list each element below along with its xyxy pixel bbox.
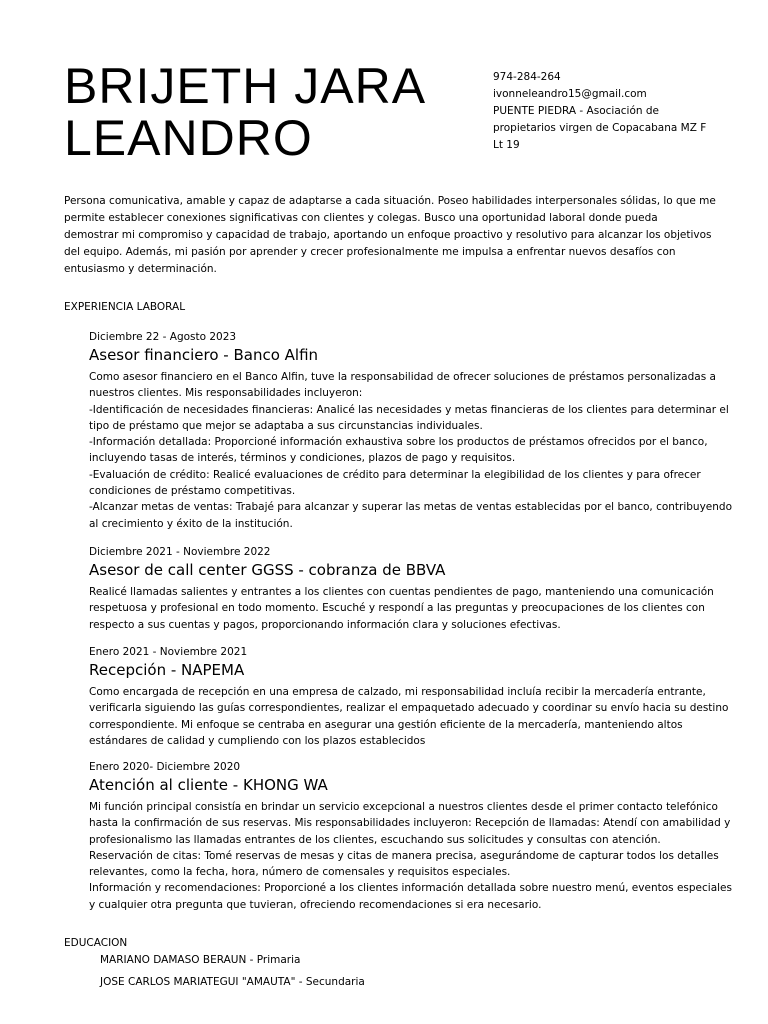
summary-line: del equipo. Además, mi pasión por aprender y crecer profesionalmente me impulsa a enfrentar nuevos desafíos con (64, 246, 676, 258)
job-description-line: -Identificación de necesidades financieras: Analicé las necesidades y metas financieras de los clientes para determinar el (89, 403, 729, 416)
job-description-line: respetuosa y profesional en todo momento. Escuché y respondí a las preguntas y preocupaciones de los clientes con (89, 602, 705, 615)
job-title: Asesor de call center GGSS - cobranza de BBVA (89, 561, 446, 579)
job-title: Atención al cliente - KHONG WA (89, 776, 328, 794)
job-description-line: -Evaluación de crédito: Realicé evaluaciones de crédito para determinar la elegibilidad de los clientes y para ofrecer (89, 468, 701, 481)
job-dates: Enero 2021 - Noviembre 2021 (89, 646, 248, 658)
job-description (89, 799, 732, 913)
name-line-2: LEANDRO (64, 110, 313, 166)
job-description-line: correspondiente. Mi enfoque se centraba en asegurar una gestión eficiente de la mercadería, manteniendo altos (89, 718, 683, 731)
job-description-line: hasta la confirmación de sus reservas. Mis responsabilidades incluyeron: Recepción de llamadas: Atendí con amabilidad y (89, 817, 731, 830)
candidate-name (64, 60, 426, 164)
job-description-line: tipo de préstamo que mejor se adaptaba a sus circunstancias individuales. (89, 419, 483, 432)
phone-number: 974-284-264 (493, 71, 561, 83)
job-description-line: condiciones de préstamo competitivas. (89, 485, 296, 498)
address-line: propietarios virgen de Copacabana MZ F (493, 122, 707, 134)
education-item: JOSE CARLOS MARIATEGUI "AMAUTA" - Secundaria (100, 976, 365, 988)
job-entry (89, 545, 714, 633)
job-dates: Diciembre 2021 - Noviembre 2022 (89, 546, 271, 558)
job-entry (89, 645, 729, 749)
job-description-line: Como encargada de recepción en una empresa de calzado, mi responsabilidad incluía recibir la mercadería entrante, (89, 686, 706, 698)
job-entry (89, 760, 732, 913)
job-description-line: Mi función principal consistía en brindar un servicio excepcional a nuestros clientes desde el primer contacto telefónico (89, 801, 718, 813)
job-description-line: Información y recomendaciones: Proporcioné a los clientes información detallada sobre nuestro menú, eventos especiales (89, 882, 732, 895)
job-description-line: estándares de calidad y cumpliendo con los plazos establecidos (89, 734, 426, 747)
job-description-line: profesionalismo las llamadas entrantes de los clientes, escuchando sus solicitudes y consultas con atención. (89, 833, 661, 846)
job-description (89, 369, 733, 532)
contact-info (493, 69, 713, 154)
job-description-line: relevantes, como la fecha, hora, número de comensales y requisitos especiales. (89, 866, 511, 879)
job-description-line: Reservación de citas: Tomé reservas de mesas y citas de manera precisa, asegurándome de capturar todos los detalles (89, 849, 719, 862)
email-address: ivonneleandro15@gmail.com (493, 88, 647, 100)
job-description-line: nuestros clientes. Mis responsabilidades incluyeron: (89, 387, 363, 400)
job-description-line: y cualquier otra pregunta que tuvieran, ofreciendo recomendaciones si era necesario. (89, 898, 542, 911)
job-description-line: al crecimiento y éxito de la institución. (89, 517, 293, 530)
experience-section-title: EXPERIENCIA LABORAL (64, 301, 186, 313)
job-description-line: Como asesor financiero en el Banco Alfin, tuve la responsabilidad de ofrecer soluciones de préstamos personalizadas a (89, 371, 716, 383)
profile-summary (64, 193, 716, 278)
job-title: Recepción - NAPEMA (89, 661, 245, 679)
summary-line: Persona comunicativa, amable y capaz de adaptarse a cada situación. Poseo habilidades interpersonales sólidas, lo que me (64, 195, 716, 207)
job-dates: Diciembre 22 - Agosto 2023 (89, 331, 237, 343)
job-description-line: verificarla siguiendo las guías correspondientes, realizar el empaquetado adecuado y coordinar su envío hacia su destino (89, 702, 729, 715)
job-description (89, 584, 714, 633)
job-description-line: -Alcanzar metas de ventas: Trabajé para alcanzar y superar las metas de ventas establecidas por el banco, contribuyendo (89, 501, 733, 514)
job-description-line: incluyendo tasas de interés, términos y condiciones, plazos de pago y requisitos. (89, 452, 516, 465)
job-description-line: Realicé llamadas salientes y entrantes a los clientes con cuentas pendientes de pago, manteniendo una comunicación (89, 586, 714, 598)
job-description (89, 684, 729, 749)
summary-line: entusiasmo y determinación. (64, 263, 217, 275)
address-line: Lt 19 (493, 139, 520, 151)
job-description-line: -Información detallada: Proporcioné información exhaustiva sobre los productos de préstamos ofrecidos por el banco, (89, 436, 708, 449)
name-line-1: BRIJETH JARA (64, 58, 427, 114)
job-dates: Enero 2020- Diciembre 2020 (89, 761, 241, 773)
summary-line: permite establecer conexiones significativas con clientes y colegas. Busco una oportunidad laboral donde pueda (64, 212, 658, 224)
education-item: MARIANO DAMASO BERAUN - Primaria (100, 954, 301, 966)
job-description-line: respecto a sus cuentas y pagos, proporcionando información clara y soluciones efectivas. (89, 618, 561, 631)
address-line: PUENTE PIEDRA - Asociación de (493, 105, 659, 117)
summary-line: demostrar mi compromiso y capacidad de trabajo, aportando un enfoque proactivo y resolutivo para alcanzar los objetivos (64, 229, 712, 241)
education-section-title: EDUCACION (64, 937, 128, 949)
job-title: Asesor financiero - Banco Alfin (89, 346, 319, 364)
job-entry (89, 330, 733, 532)
